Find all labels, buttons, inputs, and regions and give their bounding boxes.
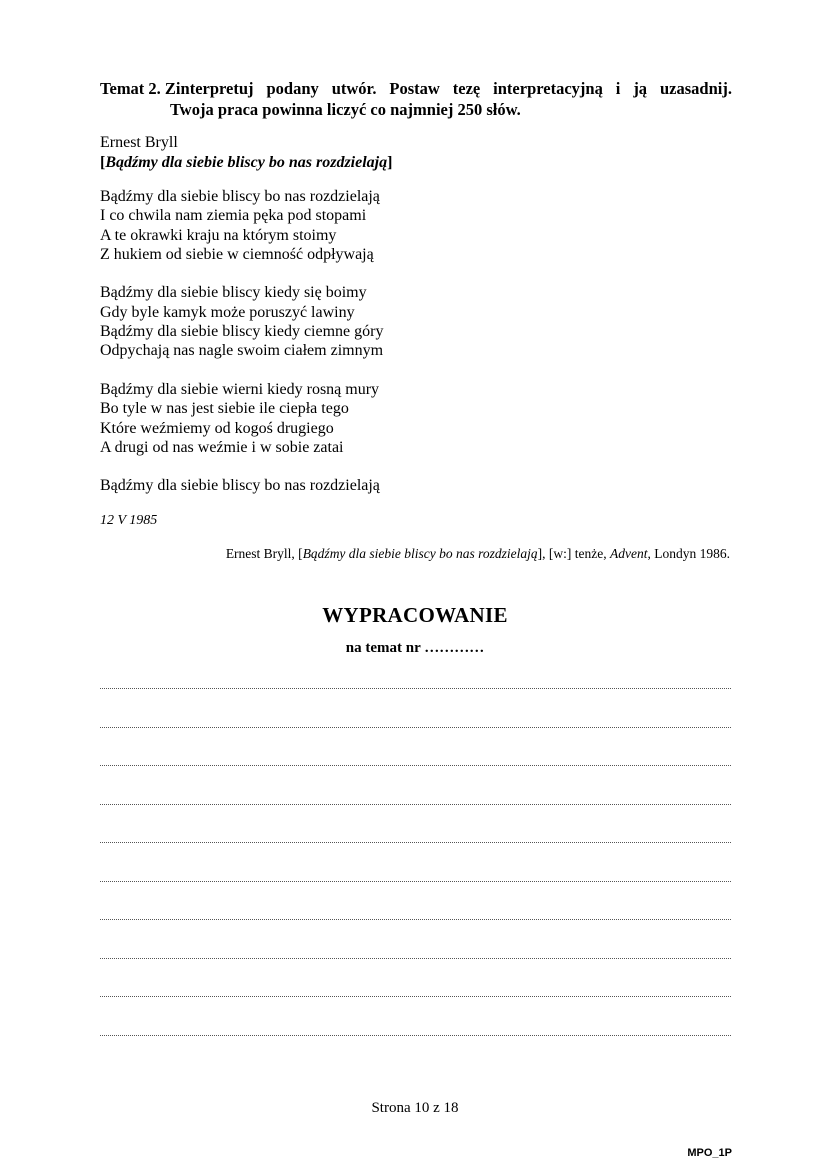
- task-word: ją: [633, 79, 648, 98]
- writing-line[interactable]: [100, 757, 731, 796]
- task-word: utwór.: [331, 79, 377, 98]
- task-line-1: [100, 78, 732, 99]
- poem-title-text: Bądźmy dla siebie bliscy bo nas rozdzielają: [105, 154, 388, 171]
- verse: I co chwila nam ziemia pęka pod stopami: [100, 207, 367, 225]
- citation-title: Bądźmy dla siebie bliscy bo nas rozdzielają: [302, 546, 538, 561]
- verse: Bądźmy dla siebie bliscy bo nas rozdzielają: [100, 188, 380, 205]
- task-instruction: [100, 78, 732, 120]
- verse: Bo tyle w nas jest siebie ile ciepła tego: [100, 400, 349, 418]
- verse: Odpychają nas nagle swoim ciałem zimnym: [100, 342, 384, 360]
- poem-body: [100, 187, 383, 515]
- writing-line[interactable]: [100, 911, 731, 950]
- citation-book: Advent: [610, 546, 648, 561]
- verse: Które weźmiemy od kogoś drugiego: [100, 419, 334, 437]
- verse: Bądźmy dla siebie bliscy kiedy się boimy: [100, 284, 367, 302]
- writing-line[interactable]: [100, 796, 731, 835]
- writing-area[interactable]: [100, 680, 731, 1065]
- verse: A te okrawki kraju na którym stoimy: [100, 226, 337, 244]
- task-word: uzasadnij.: [660, 79, 732, 98]
- writing-line[interactable]: [100, 950, 731, 989]
- verse: Z hukiem od siebie w ciemność odpływają: [100, 245, 374, 263]
- verse: Bądźmy dla siebie wierni kiedy rosną mury: [100, 380, 380, 398]
- poem-author: Ernest Bryll: [100, 134, 178, 151]
- verse: Bądźmy dla siebie bliscy kiedy ciemne góry: [100, 323, 384, 341]
- writing-line[interactable]: [100, 834, 731, 873]
- task-word: Temat 2. Zinterpretuj: [100, 79, 254, 98]
- stanza: [100, 476, 383, 495]
- writing-line[interactable]: [100, 1027, 731, 1066]
- writing-line[interactable]: [100, 719, 731, 758]
- poem-title: [100, 153, 392, 173]
- essay-heading: WYPRACOWANIE: [322, 603, 508, 627]
- task-word: interpretacyjną: [493, 79, 603, 98]
- task-word: podany: [266, 79, 319, 98]
- citation-middle: ], [w:] tenże,: [537, 546, 611, 561]
- stanza: [100, 380, 383, 457]
- task-line-2: Twoja praca powinna liczyć co najmniej 250 słów.: [170, 100, 521, 119]
- verse: Bądźmy dla siebie bliscy bo nas rozdzielają: [100, 477, 380, 495]
- task-word: Postaw: [389, 79, 440, 98]
- citation-suffix: , Londyn 1986.: [647, 546, 730, 561]
- task-word: tezę: [452, 79, 481, 98]
- writing-line[interactable]: [100, 873, 731, 912]
- stanza: [100, 187, 383, 264]
- bracket-open: [: [100, 154, 106, 171]
- citation-prefix: Ernest Bryll, [: [225, 546, 303, 561]
- verse: A drugi od nas weźmie i w sobie zatai: [100, 438, 344, 456]
- verse: Gdy byle kamyk może poruszyć lawiny: [100, 303, 355, 321]
- exam-code: MPO_1P: [687, 1147, 732, 1159]
- task-word: i: [615, 79, 621, 98]
- bracket-close: ]: [387, 154, 393, 171]
- source-citation: [226, 546, 730, 562]
- writing-line[interactable]: [100, 988, 731, 1027]
- page-number: Strona 10 z 18: [371, 1100, 459, 1116]
- writing-line[interactable]: [100, 680, 731, 719]
- poem-date: 12 V 1985: [100, 513, 158, 528]
- stanza: [100, 283, 383, 360]
- essay-topic-number: na temat nr …………: [345, 640, 485, 656]
